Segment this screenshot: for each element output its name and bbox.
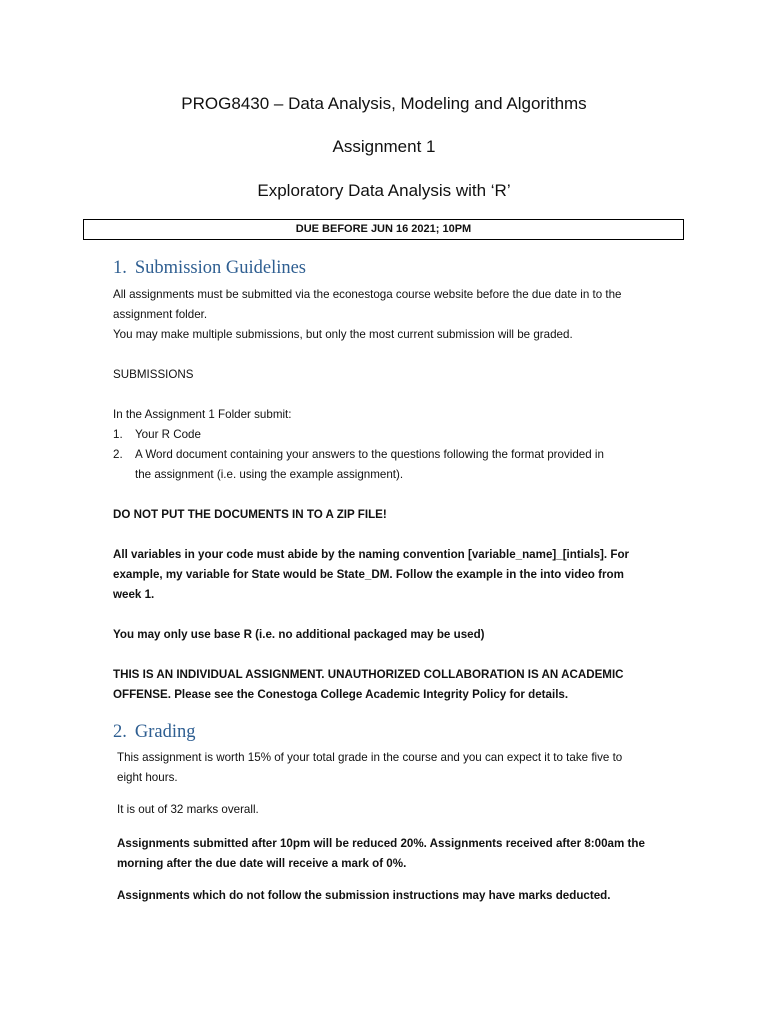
submission-list-block xyxy=(113,405,693,485)
grading-worth xyxy=(117,748,697,788)
section-title: Submission Guidelines xyxy=(134,258,307,278)
naming-line: All variables in your code must abide by the naming convention [variable_name]_[intials]. For xyxy=(113,548,630,561)
individual-assignment-notice xyxy=(113,665,693,705)
section-number: 2. xyxy=(113,722,127,742)
naming-line: week 1. xyxy=(113,588,155,601)
grading-marks: It is out of 32 marks overall. xyxy=(117,803,259,816)
list-item-text: A Word document containing your answers to the questions following the format provided in xyxy=(135,448,604,461)
list-item xyxy=(113,445,693,485)
late-line: Assignments submitted after 10pm will be reduced 20%. Assignments received after 8:00am the xyxy=(117,837,645,850)
submissions-label: SUBMISSIONS xyxy=(113,368,194,381)
naming-line: example, my variable for State would be State_DM. Follow the example in the into video from xyxy=(113,568,624,581)
late-line: morning after the due date will receive a mark of 0%. xyxy=(117,857,407,870)
notice-line: THIS IS AN INDIVIDUAL ASSIGNMENT. UNAUTHORIZED COLLABORATION IS AN ACADEMIC xyxy=(113,668,624,681)
due-date-box: DUE BEFORE JUN 16 2021; 10PM xyxy=(83,219,684,240)
assignment-title: Assignment 1 xyxy=(332,137,436,156)
course-title: PROG8430 – Data Analysis, Modeling and Algorithms xyxy=(181,94,587,113)
notice-line: OFFENSE. Please see the Conestoga College Academic Integrity Policy for details. xyxy=(113,688,569,701)
list-marker: 2. xyxy=(113,448,123,461)
list-marker: 1. xyxy=(113,428,123,441)
deduction-note: Assignments which do not follow the submission instructions may have marks deducted. xyxy=(117,889,611,902)
list-item-text: Your R Code xyxy=(135,428,201,441)
section-title: Grading xyxy=(134,722,196,742)
section-number: 1. xyxy=(113,258,127,278)
folder-intro: In the Assignment 1 Folder submit: xyxy=(113,408,292,421)
grading-line: eight hours. xyxy=(117,771,178,784)
guideline-line: assignment folder. xyxy=(113,308,208,321)
section1-body xyxy=(113,285,693,345)
naming-convention xyxy=(113,545,693,605)
list-item xyxy=(113,425,693,445)
base-r-note: You may only use base R (i.e. no additional packaged may be used) xyxy=(113,628,485,641)
late-policy xyxy=(117,834,697,874)
zip-warning: DO NOT PUT THE DOCUMENTS IN TO A ZIP FILE! xyxy=(113,508,387,521)
list-item-text: the assignment (i.e. using the example assignment). xyxy=(135,468,404,481)
assignment-subtitle: Exploratory Data Analysis with ‘R’ xyxy=(257,181,511,200)
section-heading-submission xyxy=(113,258,306,279)
section-heading-grading xyxy=(113,722,196,743)
guideline-line: All assignments must be submitted via the econestoga course website before the due date in to the xyxy=(113,288,622,301)
grading-line: This assignment is worth 15% of your total grade in the course and you can expect it to take five to xyxy=(117,751,623,764)
guideline-line: You may make multiple submissions, but only the most current submission will be graded. xyxy=(113,328,573,341)
